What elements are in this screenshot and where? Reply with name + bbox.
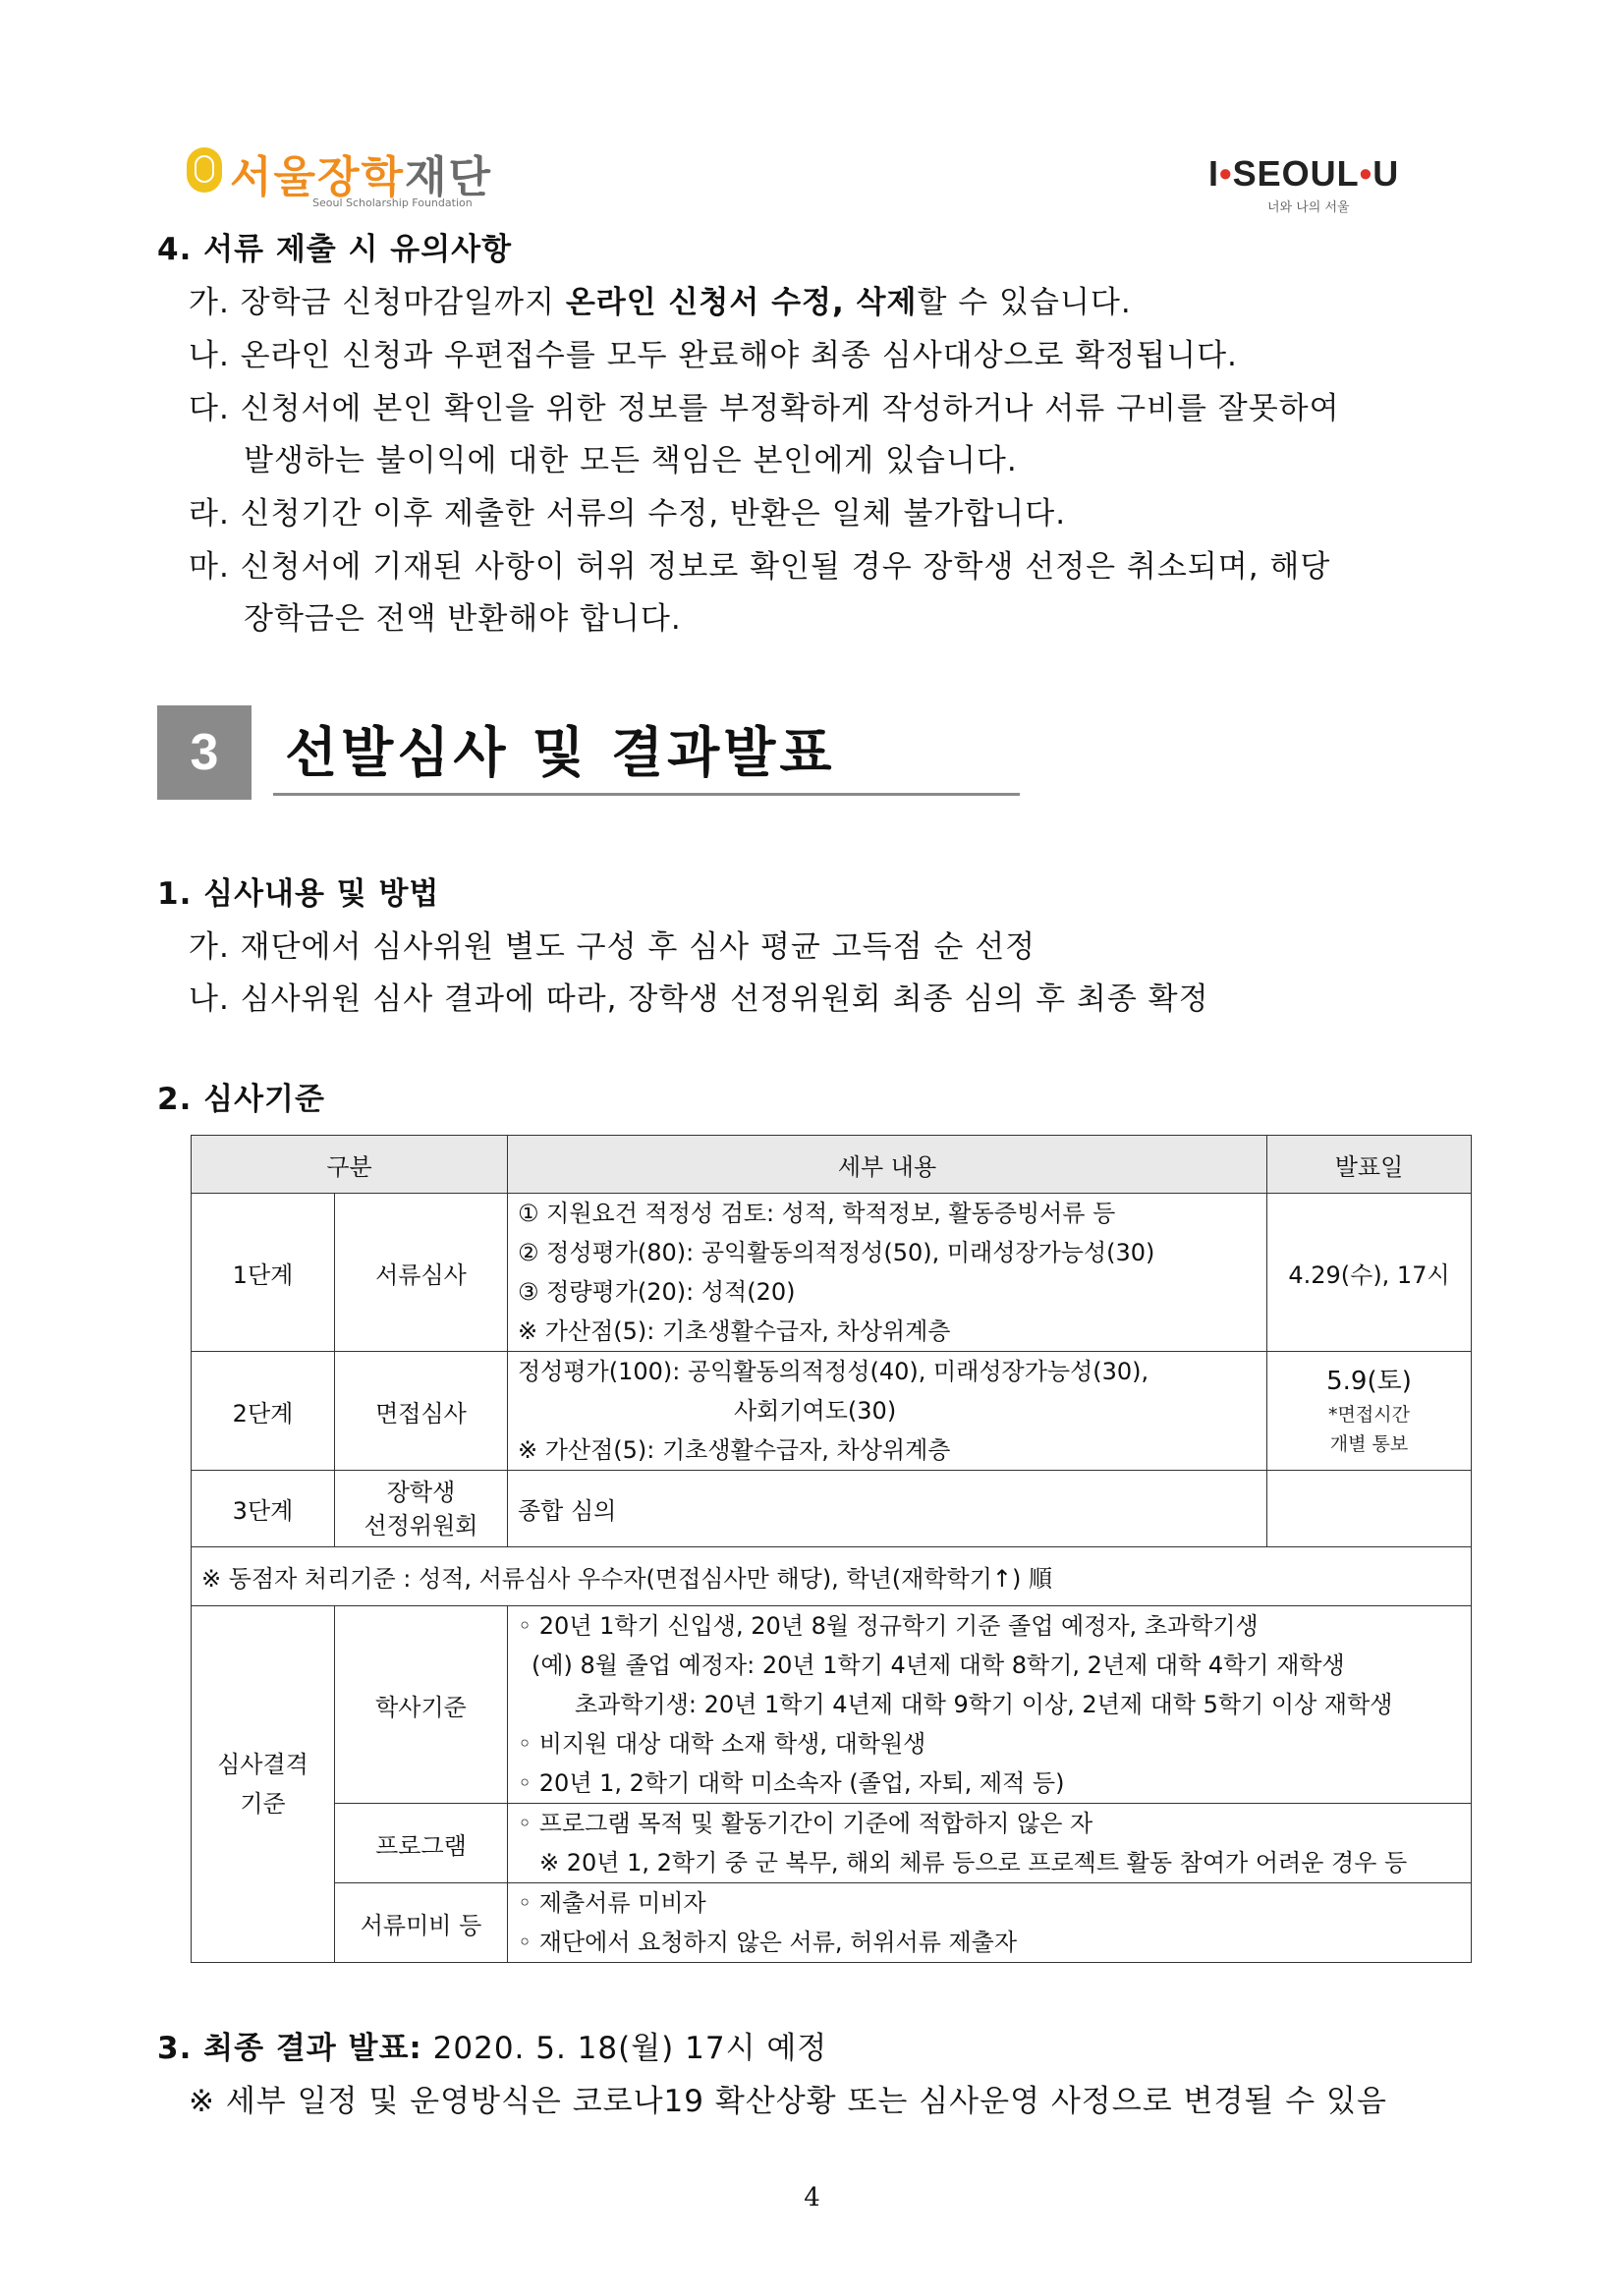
- notes-heading: 4. 서류 제출 시 유의사항: [157, 232, 513, 267]
- stage-label: 1단계: [192, 1194, 335, 1352]
- note-item-da: 다. 신청서에 본인 확인을 위한 정보를 부정확하게 작성하거나 서류 구비를 잘못하여: [189, 391, 1340, 426]
- note-item-ma: 마. 신청서에 기재된 사항이 허위 정보로 확인될 경우 장학생 선정은 취소되며, 해당: [189, 549, 1331, 585]
- stage-details: 정성평가(100): 공익활동의적정성(40), 미래성장가능성(30), 사회기여도(30) ※ 가산점(5): 기초생활수급자, 차상위계층: [508, 1352, 1267, 1471]
- table-row: [192, 1804, 1472, 1883]
- table-row: [192, 1883, 1472, 1963]
- stage-label: 3단계: [192, 1471, 335, 1547]
- header-details: 세부 내용: [508, 1136, 1267, 1194]
- note-item-ga: 가. 장학금 신청마감일까지 온라인 신청서 수정, 삭제할 수 있습니다.: [189, 285, 1132, 320]
- stage-date: 5.9(토) *면접시간 개별 통보: [1267, 1352, 1472, 1471]
- review-method-heading: 1. 심사내용 및 방법: [157, 876, 440, 912]
- i-seoul-u-logo: [1208, 153, 1425, 222]
- stage-type: 장학생 선정위원회: [335, 1471, 508, 1547]
- header-category: 구분: [192, 1136, 508, 1194]
- foundation-emblem-icon: [187, 147, 222, 193]
- logo-dot-icon-2: •: [1359, 153, 1373, 194]
- review-method-item-1: 가. 재단에서 심사위원 별도 구성 후 심사 평균 고득점 순 선정: [189, 929, 1036, 965]
- stage-details: ① 지원요건 적정성 검토: 성적, 학적정보, 활동증빙서류 등 ② 정성평가(80): 공익활동의적정성(50), 미래성장가능성(30) ③ 정량평가(20): 성적(20) ※ 가산점(5): 기초생활수급자, 차상위계층: [508, 1194, 1267, 1352]
- header-date: 발표일: [1267, 1136, 1472, 1194]
- disqualify-label: 심사결격 기준: [192, 1606, 335, 1963]
- disqualify-academic-label: 학사기준: [335, 1606, 508, 1804]
- stage-type: 서류심사: [335, 1194, 508, 1352]
- stage-date: 4.29(수), 17시: [1267, 1194, 1472, 1352]
- review-method-item-2: 나. 심사위원 심사 결과에 따라, 장학생 선정위원회 최종 심의 후 최종 확정: [189, 981, 1209, 1017]
- stage-label: 2단계: [192, 1352, 335, 1471]
- stage-details: 종합 심의: [508, 1471, 1267, 1547]
- disqualify-academic-details: ◦ 20년 1학기 신입생, 20년 8월 정규학기 기준 졸업 예정자, 초과학기생 (예) 8월 졸업 예정자: 20년 1학기 4년제 대학 8학기, 2년제 대학 4학기 재학생 초과학기생: 20년 1학기 4년제 대학 9학기 이상, 2년제 대학 5학기 이상 재학생 ◦ 비지원 대상 대학 소재 학생, 대학원생 ◦ 20년 1, 2학기 대학 미소속자 (졸업, 자퇴, 제적 등): [508, 1606, 1472, 1804]
- section-underline: [273, 793, 1020, 796]
- table-row: [192, 1194, 1472, 1352]
- table-header-row: [192, 1136, 1472, 1194]
- tie-rule: ※ 동점자 처리기준 : 성적, 서류심사 우수자(면접심사만 해당), 학년(재학학기↑) 順: [192, 1547, 1472, 1606]
- section-number: 3: [157, 705, 252, 800]
- logo-text-primary: 서울장학: [230, 152, 406, 202]
- disqualify-documents-label: 서류미비 등: [335, 1883, 508, 1963]
- logo-u: U: [1372, 153, 1400, 194]
- table-row: [192, 1471, 1472, 1547]
- disqualify-program-label: 프로그램: [335, 1804, 508, 1883]
- disqualify-program-details: ◦ 프로그램 목적 및 활동기간이 기준에 적합하지 않은 자 ※ 20년 1, 2학기 중 군 복무, 해외 체류 등으로 프로젝트 활동 참여가 어려운 경우 등: [508, 1804, 1472, 1883]
- note-item-ma-cont: 장학금은 전액 반환해야 합니다.: [244, 601, 682, 637]
- section-title: 선발심사 및 결과발표: [285, 721, 836, 784]
- note-item-da-cont: 발생하는 불이익에 대한 모든 책임은 본인에게 있습니다.: [244, 443, 1018, 478]
- final-note: ※ 세부 일정 및 운영방식은 코로나19 확산상황 또는 심사운영 사정으로 변경될 수 있음: [189, 2084, 1387, 2119]
- stage-type: 면접심사: [335, 1352, 508, 1471]
- note-item-ra: 라. 신청기간 이후 제출한 서류의 수정, 반환은 일체 불가합니다.: [189, 496, 1067, 532]
- logo-subtitle: Seoul Scholarship Foundation: [312, 196, 473, 209]
- final-announcement: 3. 최종 결과 발표: 2020. 5. 18(월) 17시 예정: [157, 2031, 828, 2066]
- logo-text-secondary: 재단: [405, 152, 493, 202]
- i-seoul-u-subtitle: 너와 나의 서울: [1267, 200, 1350, 215]
- note-item-na: 나. 온라인 신청과 우편접수를 모두 완료해야 최종 심사대상으로 확정됩니다.: [189, 338, 1238, 373]
- logo-i: I: [1208, 153, 1220, 194]
- page-number: 4: [804, 2183, 820, 2212]
- stage-date: [1267, 1471, 1472, 1547]
- tie-rule-row: [192, 1547, 1472, 1606]
- table-row: [192, 1606, 1472, 1804]
- logo-seoul: SEOUL: [1232, 153, 1360, 194]
- table-row: [192, 1352, 1472, 1471]
- disqualify-documents-details: ◦ 제출서류 미비자 ◦ 재단에서 요청하지 않은 서류, 허위서류 제출자: [508, 1883, 1472, 1963]
- criteria-heading: 2. 심사기준: [157, 1082, 325, 1117]
- criteria-table: [191, 1135, 1472, 1963]
- logo-dot-icon: •: [1219, 153, 1233, 194]
- seoul-scholarship-logo: [187, 147, 501, 216]
